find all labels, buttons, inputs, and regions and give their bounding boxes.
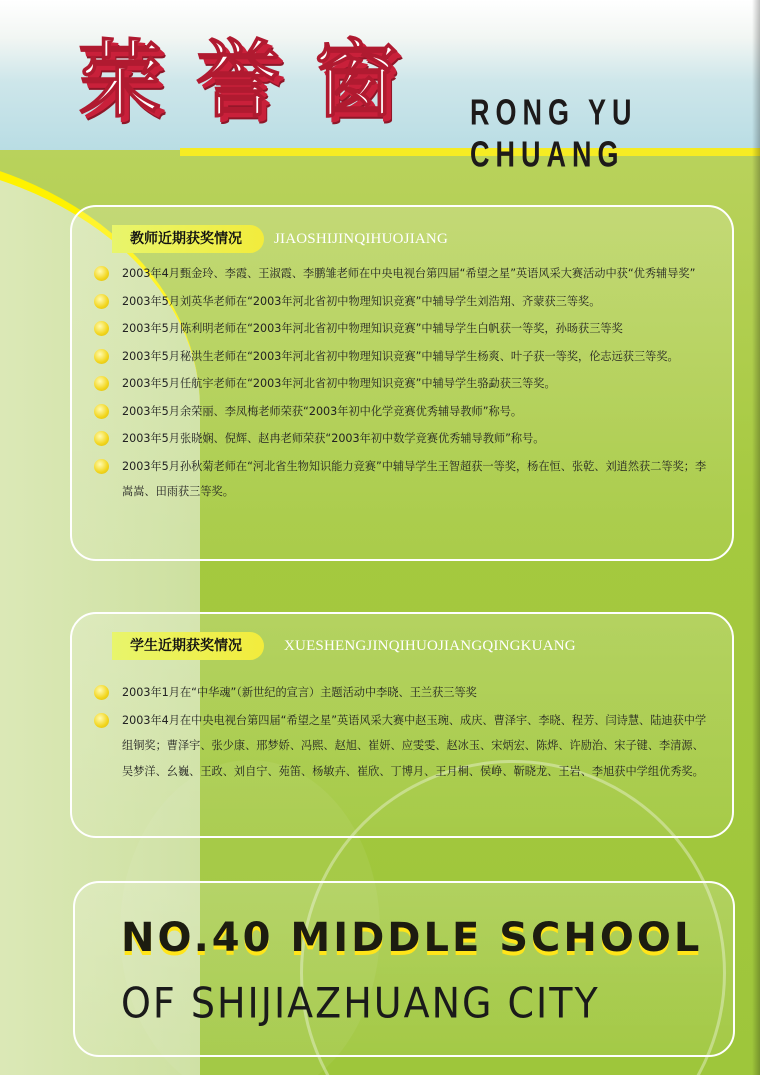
bullet-icon	[94, 349, 109, 364]
list-item-text: 2003年4月在中央电视台第四届“希望之星”英语风采大赛中赵玉琬、成庆、曹泽宇、李晓、程芳、闫诗慧、陆迪获中学组铜奖；曹泽宇、张少康、邢梦娇、冯熙、赵旭、崔妍、应雯雯、赵冰玉、宋炳宏、陈烨、许励治、宋子键、李清源、吴梦洋、幺巍、王政、刘自宁、苑笛、杨敏卉、崔欣、丁博月、王月桐、侯峥、靳晓龙、王岩、李旭获中学组优秀奖。	[122, 713, 707, 778]
bullet-icon	[94, 376, 109, 391]
list-item-text: 2003年5月任航宇老师在“2003年河北省初中物理知识竞赛”中辅导学生骆勐获三等奖。	[122, 377, 556, 390]
teacher-awards-list	[94, 261, 714, 507]
page-edge-shadow	[752, 0, 760, 1075]
list-item-text: 2003年5月秘洪生老师在“2003年河北省初中物理知识竞赛”中辅导学生杨爽、叶子获一等奖，伦志远获三等奖。	[122, 349, 679, 363]
teacher-awards-tag: 教师近期获奖情况	[112, 225, 264, 253]
list-item	[94, 371, 714, 397]
student-awards-list	[94, 680, 714, 786]
school-name-line-1: NO.40 MIDDLE SCHOOL	[121, 915, 703, 961]
list-item	[94, 289, 714, 315]
bullet-icon	[94, 459, 109, 474]
list-item	[94, 316, 714, 342]
student-awards-tag: 学生近期获奖情况	[112, 632, 264, 660]
list-item-text: 2003年5月余荣丽、李凤梅老师荣获“2003年初中化学竞赛优秀辅导教师”称号。	[122, 404, 523, 418]
list-item-text: 2003年1月在“中华魂”（新世纪的宣言）主题活动中李晓、王兰获三等奖	[122, 686, 477, 699]
bullet-icon	[94, 404, 109, 419]
teacher-awards-panel	[70, 205, 734, 561]
student-awards-tag-pinyin: XUESHENGJINQIHUOJIANGQINGKUANG	[284, 638, 576, 654]
school-name-panel	[73, 881, 735, 1057]
list-item-text: 2003年5月张晓娴、倪辉、赵冉老师荣获“2003年初中数学竞赛优秀辅导教师”称号。	[122, 432, 545, 445]
bullet-icon	[94, 266, 109, 281]
school-name-line-2: OF SHIJIAZHUANG CITY	[121, 979, 600, 1028]
student-awards-panel	[70, 612, 734, 838]
list-item	[94, 454, 714, 505]
list-item	[94, 344, 714, 370]
list-item	[94, 261, 714, 287]
list-item-text: 2003年4月甄金玲、李霞、王淑霞、李鹏雏老师在中央电视台第四届“希望之星”英语风采大赛活动中获“优秀辅导奖”	[122, 267, 696, 280]
bullet-icon	[94, 713, 109, 728]
page-title-pinyin: RONG YU CHUANG	[470, 92, 638, 175]
bullet-icon	[94, 294, 109, 309]
page-title-chinese: 荣誉窗	[78, 31, 433, 129]
teacher-awards-tag-pinyin: JIAOSHIJINQIHUOJIANG	[274, 231, 448, 247]
list-item-text: 2003年5月陈利明老师在“2003年河北省初中物理知识竞赛”中辅导学生白帆获一等奖，孙旸获三等奖	[122, 322, 623, 335]
bullet-icon	[94, 321, 109, 336]
list-item	[94, 426, 714, 452]
list-item	[94, 399, 714, 425]
bullet-icon	[94, 431, 109, 446]
bullet-icon	[94, 685, 109, 700]
list-item	[94, 680, 714, 706]
list-item	[94, 708, 714, 785]
list-item-text: 2003年5月刘英华老师在“2003年河北省初中物理知识竞赛”中辅导学生刘浩翔、齐蒙获三等奖。	[122, 294, 601, 308]
list-item-text: 2003年5月孙秋菊老师在“河北省生物知识能力竞赛”中辅导学生王智超获一等奖，杨在恒、张乾、刘逍然获二等奖；李嵩嵩、田雨获三等奖。	[122, 459, 707, 498]
